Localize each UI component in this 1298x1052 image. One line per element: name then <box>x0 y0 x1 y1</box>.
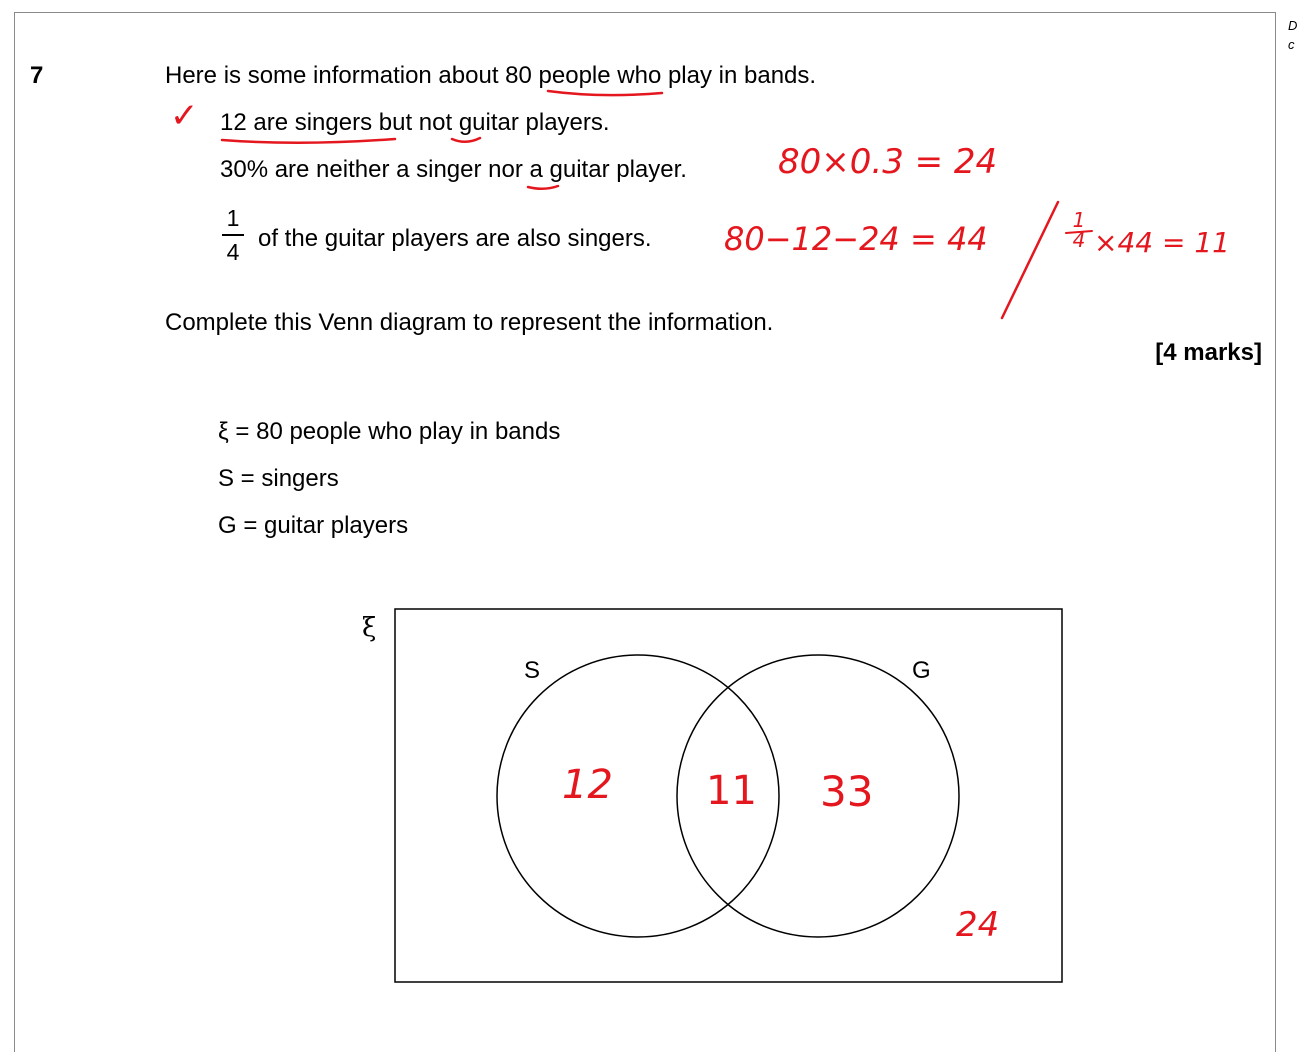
question-number: 7 <box>30 62 44 89</box>
working-fraction-bar <box>1066 231 1092 233</box>
venn-value-only-g: 33 <box>820 767 874 816</box>
underline-not <box>452 138 480 142</box>
working-separator-slash <box>1002 202 1058 318</box>
fraction-numerator: 1 <box>226 205 240 231</box>
def-guitar: G = guitar players <box>218 512 409 539</box>
venn-value-intersection: 11 <box>706 768 757 814</box>
fraction-denominator: 4 <box>226 238 240 265</box>
fact-neither: 30% are neither a singer nor a guitar player. <box>220 156 687 183</box>
underline-80-people <box>548 91 662 95</box>
question-intro: Here is some information about 80 people who play in bands. <box>165 62 817 89</box>
venn-value-outside: 24 <box>956 905 1000 945</box>
marks-label: [4 marks] <box>1155 339 1262 366</box>
margin-note: D c <box>1288 18 1298 52</box>
working-intersection: ×44 = 11 <box>1094 226 1230 259</box>
tick-mark: ✓ <box>170 96 199 136</box>
working-fraction-num: 1 <box>1072 208 1086 232</box>
working-guitar-total: 80−12−24 = 44 <box>724 220 988 258</box>
def-universal: ξ = 80 people who play in bands <box>218 418 561 445</box>
underline-nor <box>528 186 558 189</box>
venn-label-s: S <box>524 657 541 684</box>
def-singers: S = singers <box>218 465 339 492</box>
fact-both: of the guitar players are also singers. <box>258 225 652 252</box>
instruction: Complete this Venn diagram to represent the information. <box>165 309 774 336</box>
fact-singers: 12 are singers but not guitar players. <box>220 109 610 136</box>
venn-universal-symbol: ξ <box>362 613 377 643</box>
working-neither: 80×0.3 = 24 <box>778 142 998 182</box>
working-fraction-den: 4 <box>1072 228 1086 252</box>
underline-12-singers <box>222 139 395 143</box>
venn-label-g: G <box>912 657 931 684</box>
venn-value-only-s: 12 <box>562 762 613 808</box>
